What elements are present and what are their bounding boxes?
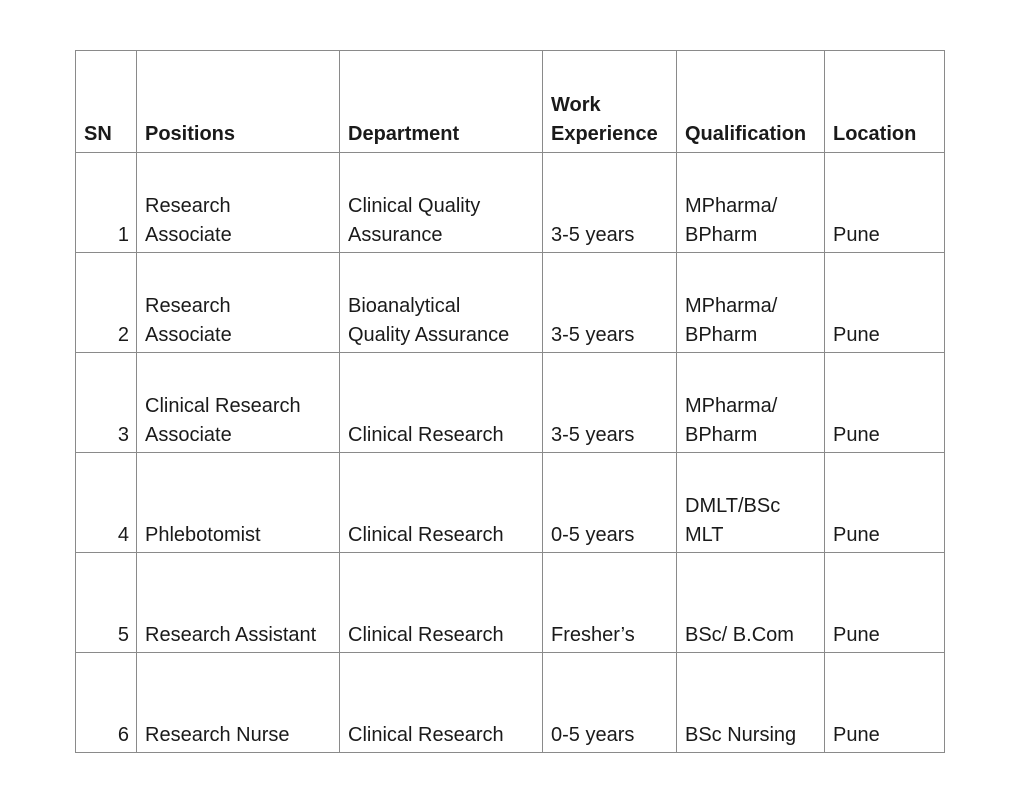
cell-location: Pune (825, 153, 945, 253)
cell-position-line: Research (145, 195, 231, 217)
cell-qualification (677, 253, 825, 353)
cell-qualification (677, 353, 825, 453)
cell-department-line: Clinical Research (348, 524, 504, 546)
cell-experience: 3-5 years (543, 353, 677, 453)
table-row (76, 653, 945, 753)
cell-qualification-line: BPharm (685, 324, 758, 346)
header-work-experience-line1: Work (551, 94, 601, 116)
cell-position-line: Associate (145, 424, 232, 446)
table-row (76, 153, 945, 253)
cell-department (340, 353, 543, 453)
cell-experience: Fresher’s (543, 553, 677, 653)
cell-qualification (677, 453, 825, 553)
cell-department (340, 553, 543, 653)
cell-position (137, 653, 340, 753)
cell-qualification-line: MLT (685, 524, 724, 546)
cell-department-line: Clinical Research (348, 624, 504, 646)
cell-experience: 0-5 years (543, 653, 677, 753)
cell-sn: 5 (76, 553, 137, 653)
cell-position-line: Research (145, 295, 231, 317)
cell-department-line: Bioanalytical (348, 295, 461, 317)
cell-position-line: Phlebotomist (145, 524, 261, 546)
cell-experience: 3-5 years (543, 253, 677, 353)
cell-location: Pune (825, 353, 945, 453)
cell-position-line: Research Nurse (145, 724, 290, 746)
cell-sn: 2 (76, 253, 137, 353)
cell-department-line: Clinical Research (348, 724, 504, 746)
header-qualification: Qualification (677, 51, 825, 153)
cell-qualification-line: MPharma/ (685, 195, 778, 217)
header-positions: Positions (137, 51, 340, 153)
cell-sn: 6 (76, 653, 137, 753)
cell-qualification-line: BSc/ B.Com (685, 624, 794, 646)
cell-position (137, 453, 340, 553)
cell-position-line: Associate (145, 224, 232, 246)
cell-position (137, 253, 340, 353)
header-department: Department (340, 51, 543, 153)
cell-qualification (677, 553, 825, 653)
cell-location: Pune (825, 553, 945, 653)
cell-experience: 0-5 years (543, 453, 677, 553)
job-openings-table (75, 50, 945, 753)
cell-department (340, 653, 543, 753)
cell-department-line: Assurance (348, 224, 443, 246)
cell-qualification (677, 653, 825, 753)
cell-qualification-line: BPharm (685, 424, 758, 446)
cell-position-line: Clinical Research (145, 395, 301, 417)
cell-position-line: Research Assistant (145, 624, 317, 646)
header-sn: SN (76, 51, 137, 153)
header-work-experience-line2: Experience (551, 123, 658, 145)
cell-department-line: Quality Assurance (348, 324, 510, 346)
table-header-row (76, 51, 945, 153)
table-body (76, 153, 945, 753)
cell-position-line: Associate (145, 324, 232, 346)
cell-qualification-line: MPharma/ (685, 395, 778, 417)
cell-sn: 1 (76, 153, 137, 253)
cell-location: Pune (825, 453, 945, 553)
cell-sn: 4 (76, 453, 137, 553)
cell-position (137, 153, 340, 253)
cell-experience: 3-5 years (543, 153, 677, 253)
header-location: Location (825, 51, 945, 153)
header-work-experience (543, 51, 677, 153)
cell-position (137, 353, 340, 453)
cell-qualification-line: BPharm (685, 224, 758, 246)
cell-qualification-line: MPharma/ (685, 295, 778, 317)
cell-department (340, 453, 543, 553)
table-row (76, 453, 945, 553)
cell-location: Pune (825, 253, 945, 353)
cell-qualification-line: DMLT/BSc (685, 495, 781, 517)
cell-department-line: Clinical Quality (348, 195, 481, 217)
cell-department (340, 153, 543, 253)
cell-department-line: Clinical Research (348, 424, 504, 446)
table-row (76, 553, 945, 653)
cell-position (137, 553, 340, 653)
cell-sn: 3 (76, 353, 137, 453)
cell-department (340, 253, 543, 353)
cell-qualification (677, 153, 825, 253)
cell-qualification-line: BSc Nursing (685, 724, 797, 746)
cell-location: Pune (825, 653, 945, 753)
table-row (76, 353, 945, 453)
table-row (76, 253, 945, 353)
